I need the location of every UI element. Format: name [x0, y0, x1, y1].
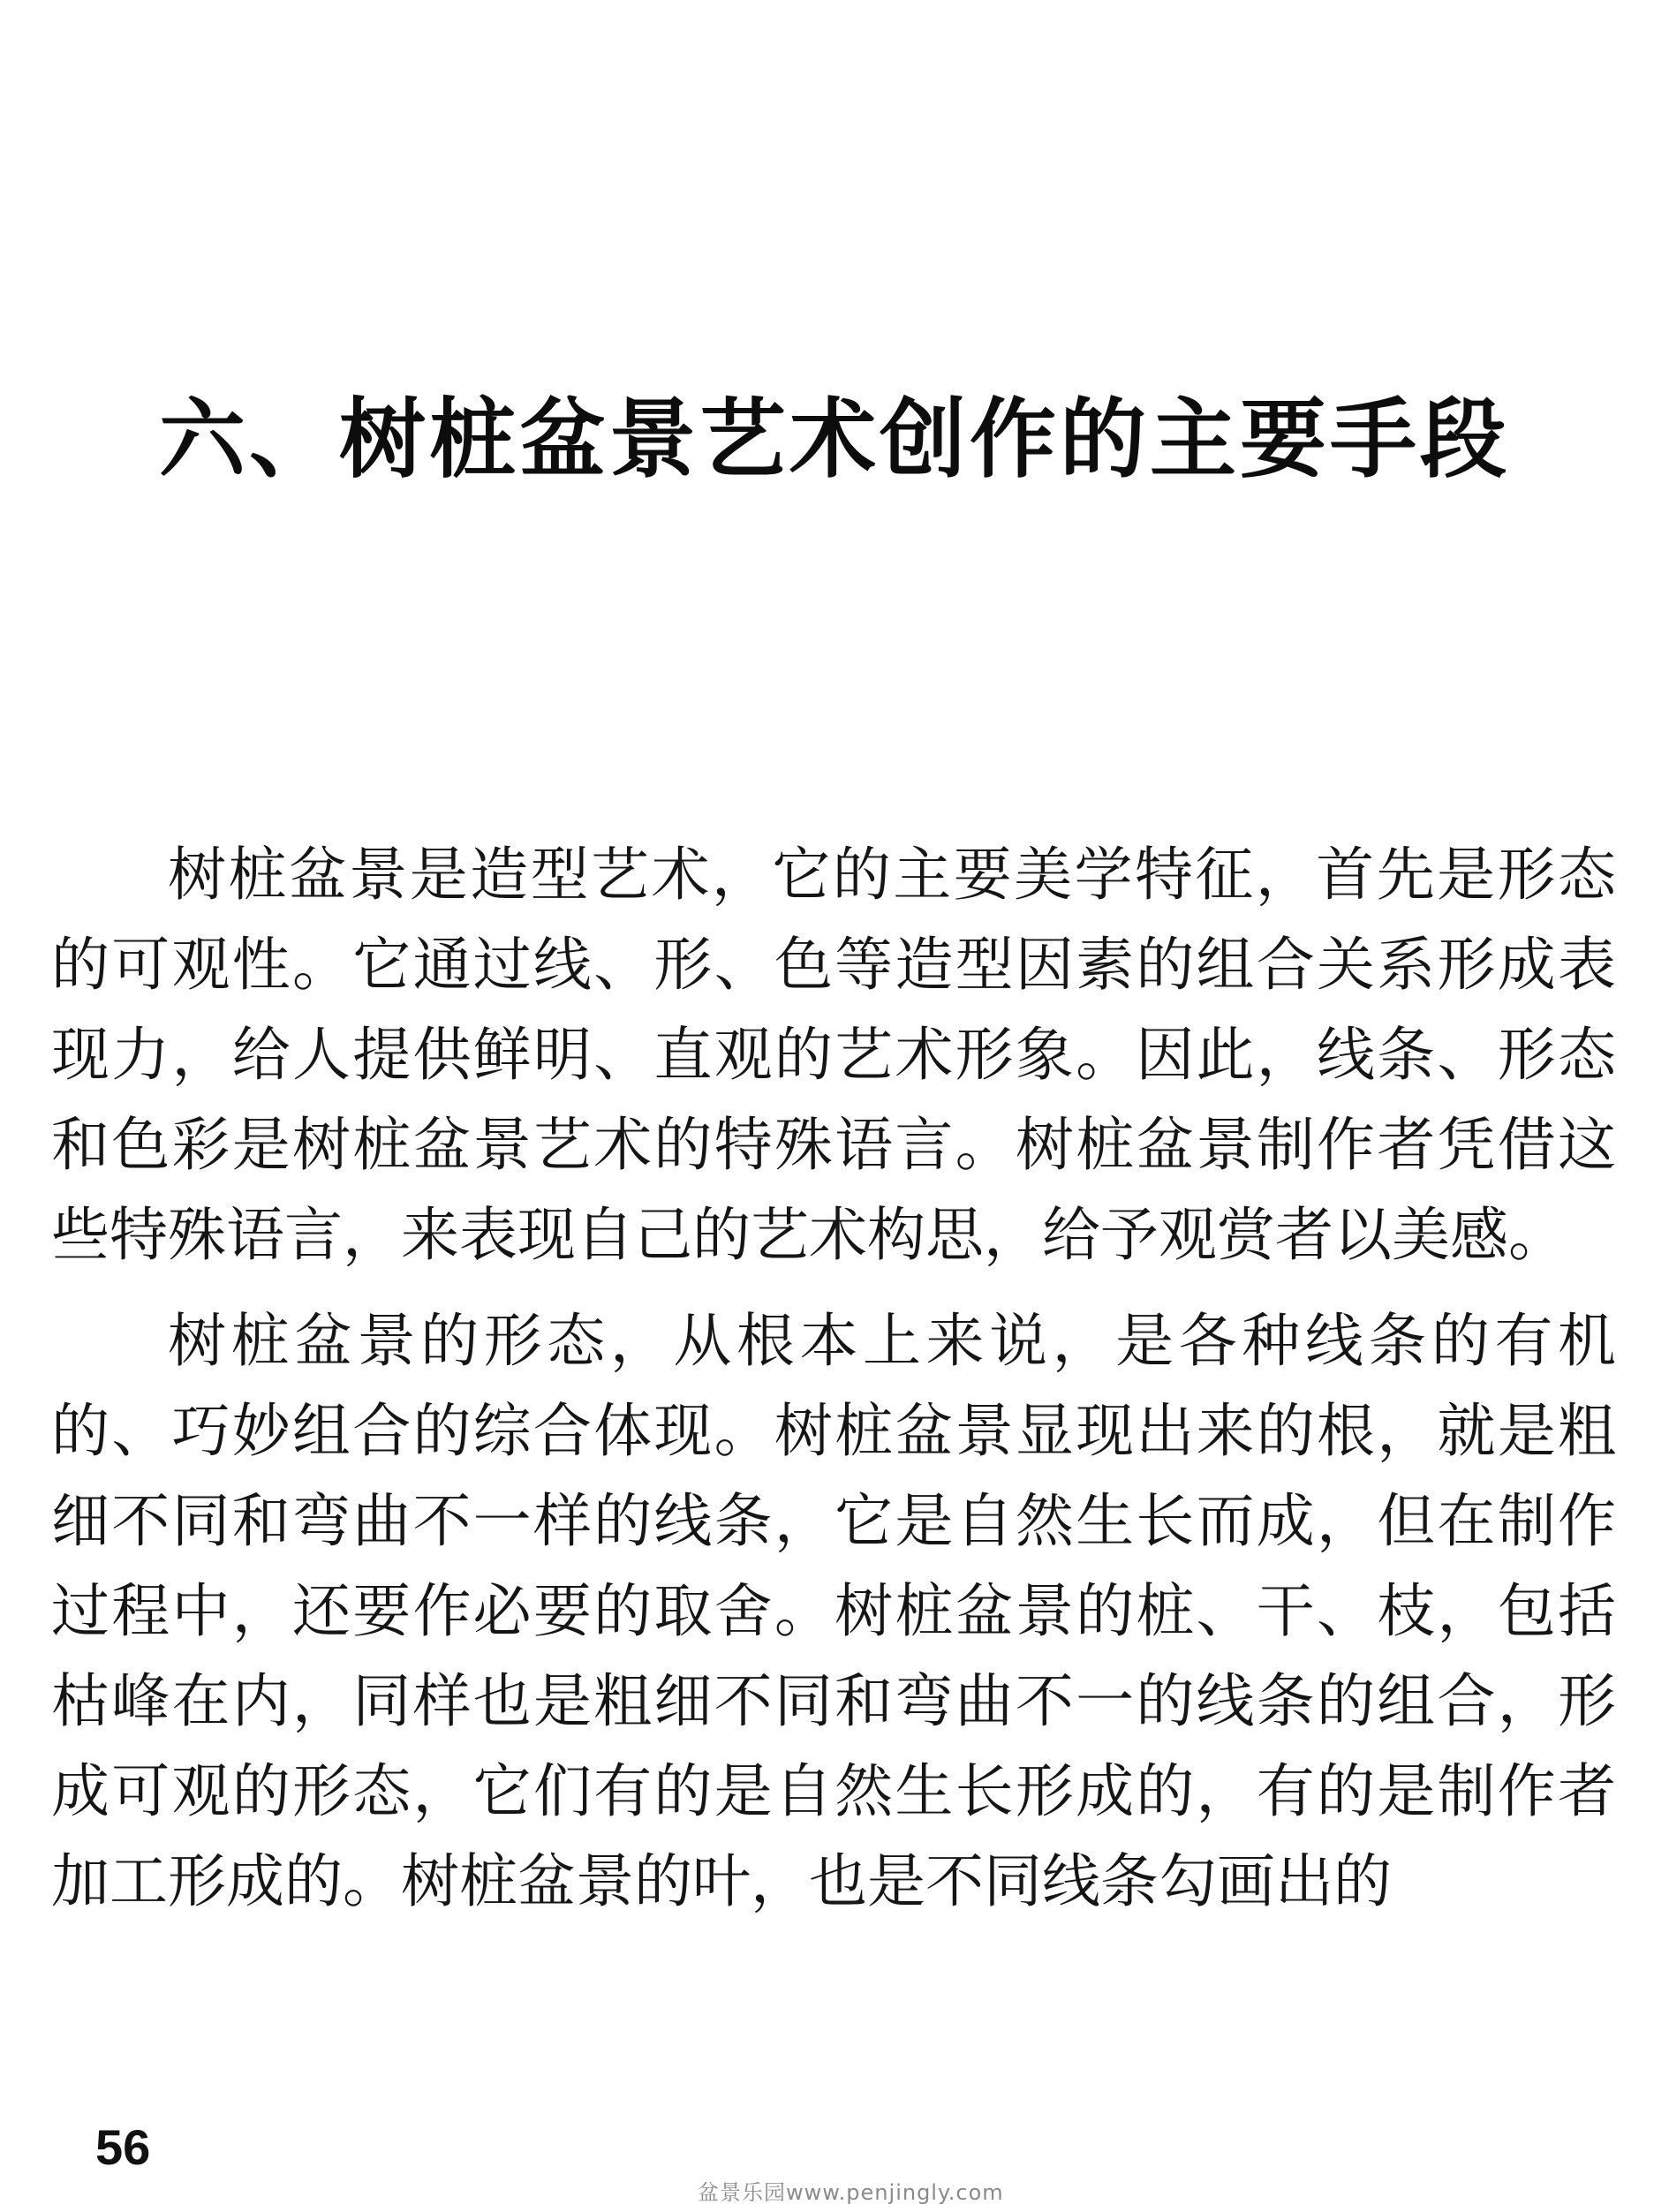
page-number: 56: [95, 2119, 151, 2175]
paragraph-1: 树桩盆景是造型艺术，它的主要美学特征，首先是形态的可观性。它通过线、形、色等造型因素的组合关系形成表现力，给人提供鲜明、直观的艺术形象。因此，线条、形态和色彩是树桩盆景艺术的特殊语言。树桩盆景制作者凭借这些特殊语言，来表现自己的艺术构思，给予观赏者以美感。: [51, 841, 1616, 1269]
chapter-title: 六、树桩盆景艺术创作的主要手段: [158, 389, 1510, 490]
body-text: [51, 830, 1616, 1943]
site-watermark: 盆景乐园www.penjingly.com: [698, 2180, 1004, 2205]
paragraph-2: 树桩盆景的形态，从根本上来说，是各种线条的有机的、巧妙组合的综合体现。树桩盆景显现出来的根，就是粗细不同和弯曲不一样的线条，它是自然生长而成，但在制作过程中，还要作必要的取舍。树桩盆景的桩、干、枝，包括枯峰在内，同样也是粗细不同和弯曲不一的线条的组合，形成可观的形态，它们有的是自然生长形成的，有的是制作者加工形成的。树桩盆景的叶，也是不同线条勾画出的: [51, 1307, 1616, 1915]
